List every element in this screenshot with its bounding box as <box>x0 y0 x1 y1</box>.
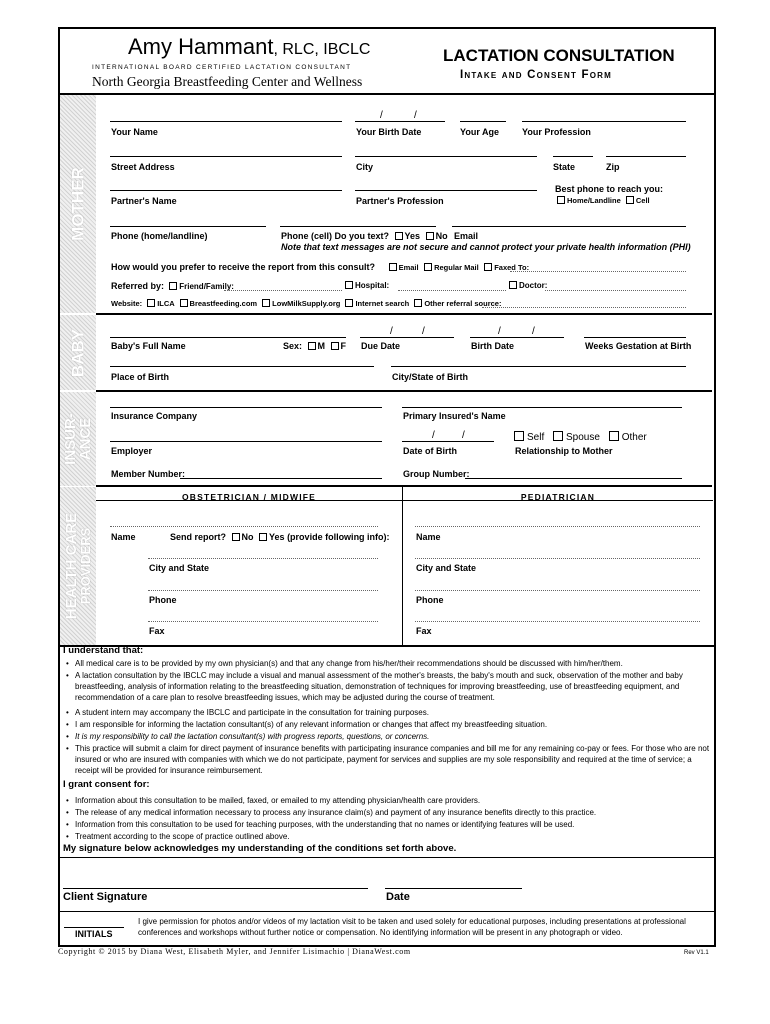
due-date-label: Due Date <box>361 341 401 351</box>
web-other-checkbox[interactable] <box>414 299 422 307</box>
ref-hospital-line[interactable] <box>398 290 506 291</box>
client-signature-line[interactable] <box>63 888 368 889</box>
best-phone-label: Best phone to reach you: <box>555 184 664 194</box>
understand-item-4: • I am responsible for informing the lactation consultant(s) of any relevant information or changes that affect my breastfeeding situation. <box>75 719 710 730</box>
web-ilca-checkbox[interactable] <box>147 299 155 307</box>
web-other-line[interactable] <box>482 307 686 308</box>
ped-name-line[interactable] <box>415 526 700 527</box>
understand-item-5: • It is my responsibility to call the lactation consultant(s) with progress reports, questions, or concerns. <box>75 731 710 742</box>
report-fax-label: Faxed To: <box>494 263 530 272</box>
grant-title: I grant consent for: <box>63 779 150 790</box>
date-label: Date <box>386 891 410 903</box>
phone-cell-row <box>281 231 448 241</box>
best-cell-label: Cell <box>635 196 650 205</box>
profession-line <box>522 121 686 122</box>
rel-other-label: Other <box>621 432 647 443</box>
understand-item-6: • This practice will submit a claim for direct payment of insurance benefits with participating insurance companies and bill me for any remaining co-pay or fees. For those who are not insured or who are insured with companies with which we do not participate, payment for services and supplies are my sole responsibility and required at the time of service; a receipt will be provided for insurance reimbursement. <box>75 743 710 776</box>
web-bf-label: Breastfeeding.com <box>189 299 258 308</box>
ob-phone-line[interactable] <box>148 590 378 591</box>
initials-label: INITIALS <box>75 929 113 939</box>
city-line <box>355 156 537 157</box>
birth-date-baby-label: Birth Date <box>471 341 515 351</box>
partner-profession-line <box>355 190 537 191</box>
ref-friend-checkbox[interactable] <box>169 282 177 290</box>
rel-self-checkbox[interactable] <box>514 431 524 441</box>
ref-doctor-checkbox[interactable] <box>509 281 517 289</box>
phone-home-label: Phone (home/landline) <box>111 231 208 241</box>
phone-cell-label: Phone (cell) Do you text? <box>281 231 390 241</box>
ref-hospital-label: Hospital: <box>355 281 390 290</box>
ped-city-line[interactable] <box>415 558 700 559</box>
insurance-label-1: INSUR- <box>62 413 79 465</box>
ob-send-report-row <box>170 532 390 542</box>
report-email-checkbox[interactable] <box>389 263 397 271</box>
baby-sidebar <box>60 315 96 390</box>
insured-dob-label: Date of Birth <box>403 446 457 456</box>
ob-phone-label: Phone <box>149 595 177 605</box>
web-search-checkbox[interactable] <box>345 299 353 307</box>
form-subtitle: Intake and Consent Form <box>460 69 613 81</box>
ref-doctor <box>506 281 547 290</box>
referred-by-row <box>111 281 234 291</box>
employer-line <box>110 441 382 442</box>
your-name-label: Your Name <box>111 127 158 137</box>
birth-date-baby-line <box>470 337 564 338</box>
provider-column-divider <box>402 500 403 645</box>
report-question: How would you prefer to receive the report from this consult? <box>111 262 376 272</box>
partner-profession-label: Partner's Profession <box>356 196 444 206</box>
web-bf-checkbox[interactable] <box>180 299 188 307</box>
ob-header: OBSTETRICIAN / MIDWIFE <box>181 492 317 502</box>
place-birth-label: Place of Birth <box>111 372 170 382</box>
primary-insured-line <box>402 407 682 408</box>
understand-item-2: • A lactation consultation by the IBCLC may include a visual and manual assessment of the mother's breasts, the baby's mouth and suck, observation of the mother and baby breastfeeding, analysis of information relating to the breastfeeding situation, demonstration of techniques for improving breastfeeding, use of breastfeeding equipment, and recommendation of a care plan to resolve breastfeeding issues, which may be adjusted during the course of treatment. <box>75 670 710 703</box>
email-label: Email <box>454 231 479 241</box>
text-yes-label: Yes <box>404 231 421 241</box>
ob-fax-line[interactable] <box>148 621 378 622</box>
city-state-birth-line <box>391 366 686 367</box>
birth-date-line <box>355 121 445 122</box>
member-number-label: Member Number: <box>111 469 186 479</box>
age-line <box>460 121 506 122</box>
state-label: State <box>553 162 576 172</box>
profession-label: Your Profession <box>522 127 591 137</box>
baby-label: BABY <box>68 328 88 377</box>
ref-doctor-label: Doctor: <box>519 281 548 290</box>
text-no-checkbox[interactable] <box>426 232 434 240</box>
understand-title: I understand that: <box>63 645 144 656</box>
ob-name-label: Name <box>111 532 136 542</box>
ped-header: PEDIATRICIAN <box>520 492 596 502</box>
insurance-company-line <box>110 407 382 408</box>
ref-friend-label: Friend/Family: <box>179 282 234 291</box>
providers-label-1: HEALTH CARE <box>63 512 80 620</box>
relationship-options <box>508 431 647 443</box>
baby-insurance-divider <box>96 390 712 392</box>
best-home-checkbox[interactable] <box>557 196 565 204</box>
sex-m-label: M <box>317 341 326 351</box>
sex-m-checkbox[interactable] <box>308 342 316 350</box>
website-row <box>111 299 501 308</box>
ref-hospital-checkbox[interactable] <box>345 281 353 289</box>
ped-phone-line[interactable] <box>415 590 700 591</box>
understand-item-3: • A student intern may accompany the IBCLC and participate in the consultation for training purposes. <box>75 707 710 718</box>
sex-row <box>283 341 346 351</box>
ped-fax-line[interactable] <box>415 621 700 622</box>
report-mail-label: Regular Mail <box>434 263 479 272</box>
group-number-line[interactable] <box>465 478 682 479</box>
ob-name-line[interactable] <box>110 526 378 527</box>
employer-label: Employer <box>111 446 153 456</box>
sex-label: Sex: <box>283 341 303 351</box>
ob-send-yes-label: Yes (provide following info): <box>269 532 390 542</box>
ped-name-label: Name <box>416 532 441 542</box>
ped-header-bar <box>402 487 713 501</box>
initials-divider <box>58 911 714 912</box>
ref-friend-line[interactable] <box>224 290 342 291</box>
baby-name-label: Baby's Full Name <box>111 341 186 351</box>
birth-date-slash-2: / <box>414 110 417 121</box>
report-fax-checkbox[interactable] <box>484 263 492 271</box>
ob-city-label: City and State <box>149 563 210 573</box>
insurance-company-label: Insurance Company <box>111 411 198 421</box>
web-other-label: Other referral source: <box>424 299 502 308</box>
fax-to-line[interactable] <box>510 271 686 272</box>
weeks-label: Weeks Gestation at Birth <box>585 341 692 351</box>
place-birth-line <box>110 366 374 367</box>
ob-header-bar <box>96 487 402 501</box>
street-label: Street Address <box>111 162 175 172</box>
member-number-line[interactable] <box>180 478 382 479</box>
grant-item-4: • Treatment according to the scope of practice outlined above. <box>75 831 710 842</box>
primary-insured-label: Primary Insured's Name <box>403 411 506 421</box>
zip-label: Zip <box>606 162 620 172</box>
mother-sidebar <box>60 95 96 313</box>
grant-item-1: • Information about this consultation to be mailed, faxed, or emailed to my attending physician/health care providers. <box>75 795 710 806</box>
grant-item-3: • Information from this consultation to be used for teaching purposes, with the understanding that no names or identifying features will be used. <box>75 819 710 830</box>
baby-name-line <box>110 337 346 338</box>
birth-date-baby-slash-2: / <box>532 326 535 337</box>
providers-label <box>64 513 92 619</box>
grant-item-2: • The release of any medical information necessary to process any insurance claim(s) and payment of any insurance benefits directly to this practice. <box>75 807 710 818</box>
report-email-label: Email <box>398 263 419 272</box>
email-line <box>452 226 686 227</box>
insurance-label <box>63 413 93 465</box>
phone-home-line <box>110 226 266 227</box>
state-line <box>553 156 593 157</box>
due-date-line <box>360 337 454 338</box>
web-ilca-label: ILCA <box>157 299 175 308</box>
weeks-line <box>584 337 686 338</box>
text-no-label: No <box>435 231 448 241</box>
form-title: LACTATION CONSULTATION <box>443 46 675 65</box>
birth-date-baby-slash-1: / <box>498 326 501 337</box>
ped-phone-label: Phone <box>416 595 444 605</box>
birth-date-slash-1: / <box>380 110 383 121</box>
mother-label: MOTHER <box>68 167 88 241</box>
mother-baby-divider <box>96 313 712 315</box>
rel-spouse-label: Spouse <box>566 432 600 443</box>
web-search-label: Internet search <box>355 299 410 308</box>
center-name: North Georgia Breastfeeding Center and Wellness <box>92 74 363 89</box>
partner-name-line <box>110 190 342 191</box>
ref-hospital <box>342 281 389 290</box>
ob-send-yes-checkbox[interactable] <box>259 533 267 541</box>
best-cell-checkbox[interactable] <box>626 196 634 204</box>
your-name-line <box>110 121 342 122</box>
rel-other-checkbox[interactable] <box>609 431 619 441</box>
signature-acknowledgement: My signature below acknowledges my understanding of the conditions set forth above. <box>63 843 457 854</box>
age-label: Your Age <box>460 127 500 137</box>
insurance-sidebar <box>60 392 96 486</box>
relationship-label: Relationship to Mother <box>515 446 613 456</box>
web-lms-checkbox[interactable] <box>262 299 270 307</box>
due-date-slash-2: / <box>422 326 425 337</box>
referred-by-label: Referred by: <box>111 281 165 291</box>
ref-doctor-line[interactable] <box>545 290 686 291</box>
consultant-name-text: Amy Hammant <box>128 34 274 59</box>
rel-self-label: Self <box>527 432 545 443</box>
phone-cell-line <box>280 226 436 227</box>
consultant-name <box>128 34 370 60</box>
due-date-slash-1: / <box>390 326 393 337</box>
insurance-label-2: ANCE <box>77 417 94 461</box>
zip-line <box>606 156 686 157</box>
photo-consent-text: I give permission for photos and/or videos of my lactation visit to be taken and used solely for educational purposes, including presentations at professional conferences and workshops without further notice or compensation. No identifying information will be present in any photograph or video. <box>138 917 686 937</box>
text-yes-checkbox[interactable] <box>395 232 403 240</box>
initials-line[interactable] <box>64 927 124 928</box>
ped-city-label: City and State <box>416 563 477 573</box>
providers-sidebar <box>60 487 96 645</box>
ob-send-no-label: No <box>241 532 254 542</box>
rel-spouse-checkbox[interactable] <box>553 431 563 441</box>
street-line <box>110 156 342 157</box>
ob-send-no-checkbox[interactable] <box>232 533 240 541</box>
best-home-label: Home/Landline <box>567 196 621 205</box>
partner-name-label: Partner's Name <box>111 196 177 206</box>
best-phone-options <box>554 196 650 205</box>
sex-f-checkbox[interactable] <box>331 342 339 350</box>
header-divider <box>58 93 714 95</box>
sex-f-label: F <box>340 341 347 351</box>
insured-dob-slash-2: / <box>462 430 465 441</box>
client-signature-label: Client Signature <box>63 891 148 903</box>
phi-note: Note that text messages are not secure and cannot protect your private health information (PHI) <box>281 242 691 252</box>
group-number-label: Group Number: <box>403 469 470 479</box>
report-preference-row <box>111 262 529 272</box>
insured-dob-slash-1: / <box>432 430 435 441</box>
revision: Rev V1.1 <box>684 950 709 956</box>
understand-item-1: • All medical care is to be provided by my own physician(s) and that any change from his/her/their recommendations should be discussed with him/her/them. <box>75 658 710 669</box>
insured-dob-line <box>402 441 494 442</box>
providers-label-2: PROVIDERS <box>78 527 93 605</box>
web-lms-label: LowMilkSupply.org <box>272 299 341 308</box>
ob-city-line[interactable] <box>148 558 378 559</box>
copyright: Copyright © 2015 by Diana West, Elisabeth Myler, and Jennifer Lisimachio | DianaWest.com <box>58 947 411 956</box>
ped-fax-label: Fax <box>416 626 432 636</box>
signature-divider <box>58 857 714 858</box>
consultant-credentials: , RLC, IBCLC <box>273 41 371 58</box>
city-label: City <box>356 162 374 172</box>
board-certification: INTERNATIONAL BOARD CERTIFIED LACTATION CONSULTANT <box>92 64 352 71</box>
date-line[interactable] <box>385 888 522 889</box>
report-mail-checkbox[interactable] <box>424 263 432 271</box>
website-label: Website: <box>111 299 143 308</box>
ob-send-report-label: Send report? <box>170 532 227 542</box>
birth-date-label: Your Birth Date <box>356 127 422 137</box>
ob-fax-label: Fax <box>149 626 165 636</box>
city-state-birth-label: City/State of Birth <box>392 372 469 382</box>
